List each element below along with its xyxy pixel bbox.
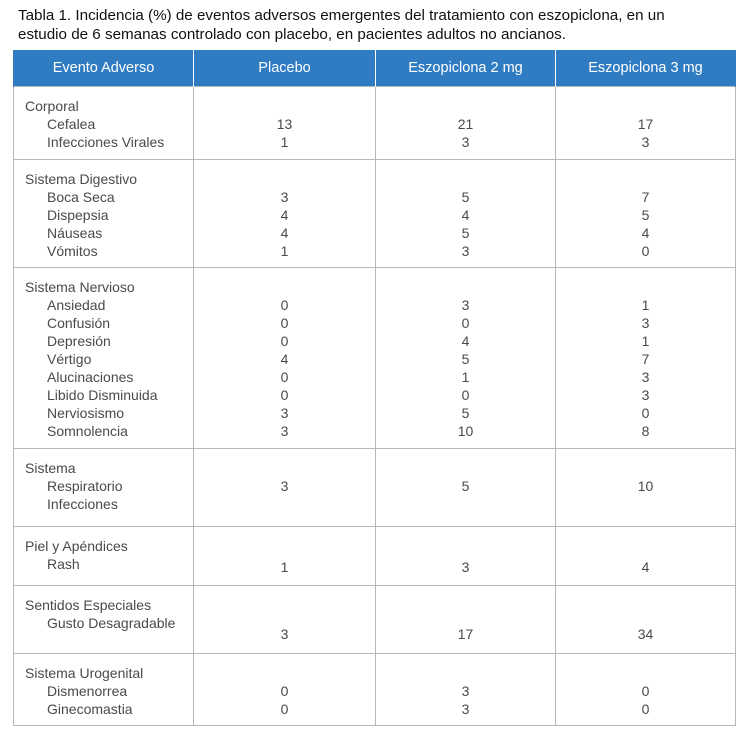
eszopiclona-2mg-cell bbox=[376, 268, 556, 449]
event-name: Alucinaciones bbox=[47, 369, 134, 385]
value: 3 bbox=[461, 559, 470, 575]
category-label: Sistema bbox=[25, 460, 76, 476]
eszopiclona-2mg-cell bbox=[376, 654, 556, 726]
event-cell bbox=[14, 527, 194, 586]
event-name: Dismenorrea bbox=[47, 683, 128, 699]
event-name: Depresión bbox=[47, 333, 111, 349]
event-name: Náuseas bbox=[47, 225, 103, 241]
caption-line-2: estudio de 6 semanas controlado con placebo, en pacientes adultos no ancianos. bbox=[18, 26, 566, 43]
value: 3 bbox=[280, 405, 289, 421]
value: 3 bbox=[461, 701, 470, 717]
value: 34 bbox=[637, 626, 654, 642]
value: 10 bbox=[637, 478, 654, 494]
header-row bbox=[14, 50, 736, 87]
event-name: Dispepsia bbox=[47, 207, 109, 223]
event-cell bbox=[14, 87, 194, 160]
event-name: Respiratorio bbox=[47, 478, 123, 494]
value: 1 bbox=[641, 333, 650, 349]
value: 0 bbox=[280, 333, 289, 349]
group-row-digestivo bbox=[14, 160, 736, 268]
value: 1 bbox=[280, 134, 289, 150]
value: 0 bbox=[641, 683, 650, 699]
value: 0 bbox=[461, 315, 470, 331]
event-name: Confusión bbox=[47, 315, 111, 331]
value: 0 bbox=[461, 387, 470, 403]
placebo-cell bbox=[194, 586, 376, 654]
eszopiclona-2mg-cell bbox=[376, 527, 556, 586]
value: 4 bbox=[641, 559, 650, 575]
placebo-cell bbox=[194, 87, 376, 160]
placebo-cell bbox=[194, 449, 376, 527]
eszopiclona-2mg-cell bbox=[376, 586, 556, 654]
value: 4 bbox=[461, 333, 470, 349]
group-row-corporal bbox=[14, 87, 736, 160]
eszopiclona-2mg-cell bbox=[376, 449, 556, 527]
category-label: Sistema Nervioso bbox=[25, 279, 135, 295]
eszopiclona-2mg-cell bbox=[376, 87, 556, 160]
value: 5 bbox=[461, 351, 470, 367]
event-cell bbox=[14, 586, 194, 654]
event-name: Infecciones bbox=[47, 496, 118, 512]
value: 0 bbox=[280, 315, 289, 331]
value: 4 bbox=[280, 225, 289, 241]
event-name: Boca Seca bbox=[47, 189, 115, 205]
group-row-sentidos bbox=[14, 586, 736, 654]
eszopiclona-3mg-cell bbox=[556, 449, 736, 527]
eszopiclona-3mg-cell bbox=[556, 268, 736, 449]
placebo-cell bbox=[194, 654, 376, 726]
eszopiclona-3mg-cell bbox=[556, 586, 736, 654]
value: 5 bbox=[641, 207, 650, 223]
value: 5 bbox=[461, 478, 470, 494]
category-label: Sistema Digestivo bbox=[25, 171, 138, 187]
event-name: Infecciones Virales bbox=[47, 134, 165, 150]
event-name: Rash bbox=[47, 556, 80, 572]
group-row-nervioso bbox=[14, 268, 736, 449]
value: 4 bbox=[280, 351, 289, 367]
value: 1 bbox=[461, 369, 470, 385]
header-eszopiclona-3mg: Eszopiclona 3 mg bbox=[556, 50, 736, 87]
category-label: Sistema Urogenital bbox=[25, 665, 144, 681]
value: 4 bbox=[280, 207, 289, 223]
value: 3 bbox=[641, 369, 650, 385]
event-cell bbox=[14, 268, 194, 449]
group-row-piel bbox=[14, 527, 736, 586]
value: 1 bbox=[280, 559, 289, 575]
eszopiclona-3mg-cell bbox=[556, 527, 736, 586]
value: 3 bbox=[280, 423, 289, 439]
value: 3 bbox=[461, 683, 470, 699]
value: 5 bbox=[461, 189, 470, 205]
value: 0 bbox=[280, 683, 289, 699]
event-name: Ginecomastia bbox=[47, 701, 133, 717]
value: 3 bbox=[641, 134, 650, 150]
value: 8 bbox=[641, 423, 650, 439]
table-caption bbox=[18, 6, 738, 44]
value: 3 bbox=[280, 478, 289, 494]
eszopiclona-2mg-cell bbox=[376, 160, 556, 268]
placebo-cell bbox=[194, 160, 376, 268]
value: 7 bbox=[641, 189, 650, 205]
value: 3 bbox=[461, 134, 470, 150]
value: 10 bbox=[457, 423, 474, 439]
value: 5 bbox=[461, 405, 470, 421]
category-label: Piel y Apéndices bbox=[25, 538, 128, 554]
value: 3 bbox=[280, 189, 289, 205]
group-row-urogenital bbox=[14, 654, 736, 726]
value: 17 bbox=[637, 116, 654, 132]
value: 3 bbox=[641, 387, 650, 403]
event-cell bbox=[14, 160, 194, 268]
event-cell bbox=[14, 654, 194, 726]
placebo-cell bbox=[194, 527, 376, 586]
category-label: Corporal bbox=[25, 98, 79, 114]
group-row-respiratorio bbox=[14, 449, 736, 527]
event-name: Libido Disminuida bbox=[47, 387, 158, 403]
event-name: Cefalea bbox=[47, 116, 96, 132]
eszopiclona-3mg-cell bbox=[556, 654, 736, 726]
value: 3 bbox=[461, 297, 470, 313]
adverse-events-table bbox=[13, 50, 736, 726]
value: 7 bbox=[641, 351, 650, 367]
event-name: Somnolencia bbox=[47, 423, 128, 439]
value: 0 bbox=[641, 701, 650, 717]
value: 0 bbox=[641, 405, 650, 421]
event-name: Vértigo bbox=[47, 351, 92, 367]
eszopiclona-3mg-cell bbox=[556, 160, 736, 268]
value: 1 bbox=[280, 243, 289, 259]
header-event: Evento Adverso bbox=[14, 50, 194, 87]
category-label: Sentidos Especiales bbox=[25, 597, 152, 613]
value: 13 bbox=[276, 116, 293, 132]
value: 0 bbox=[641, 243, 650, 259]
value: 3 bbox=[461, 243, 470, 259]
value: 17 bbox=[457, 626, 474, 642]
value: 1 bbox=[641, 297, 650, 313]
event-name: Ansiedad bbox=[47, 297, 106, 313]
event-name: Gusto Desagradable bbox=[47, 615, 176, 631]
value: 0 bbox=[280, 369, 289, 385]
value: 4 bbox=[461, 207, 470, 223]
placebo-cell bbox=[194, 268, 376, 449]
value: 5 bbox=[461, 225, 470, 241]
event-cell bbox=[14, 449, 194, 527]
value: 3 bbox=[641, 315, 650, 331]
header-placebo: Placebo bbox=[194, 50, 376, 87]
header-eszopiclona-2mg: Eszopiclona 2 mg bbox=[376, 50, 556, 87]
eszopiclona-3mg-cell bbox=[556, 87, 736, 160]
event-name: Vómitos bbox=[47, 243, 98, 259]
event-name: Nerviosismo bbox=[47, 405, 125, 421]
value: 3 bbox=[280, 626, 289, 642]
value: 0 bbox=[280, 297, 289, 313]
value: 4 bbox=[641, 225, 650, 241]
value: 21 bbox=[457, 116, 474, 132]
value: 0 bbox=[280, 701, 289, 717]
caption-line-1: Tabla 1. Incidencia (%) de eventos adversos emergentes del tratamiento con eszopiclona, en un bbox=[18, 7, 665, 24]
value: 0 bbox=[280, 387, 289, 403]
